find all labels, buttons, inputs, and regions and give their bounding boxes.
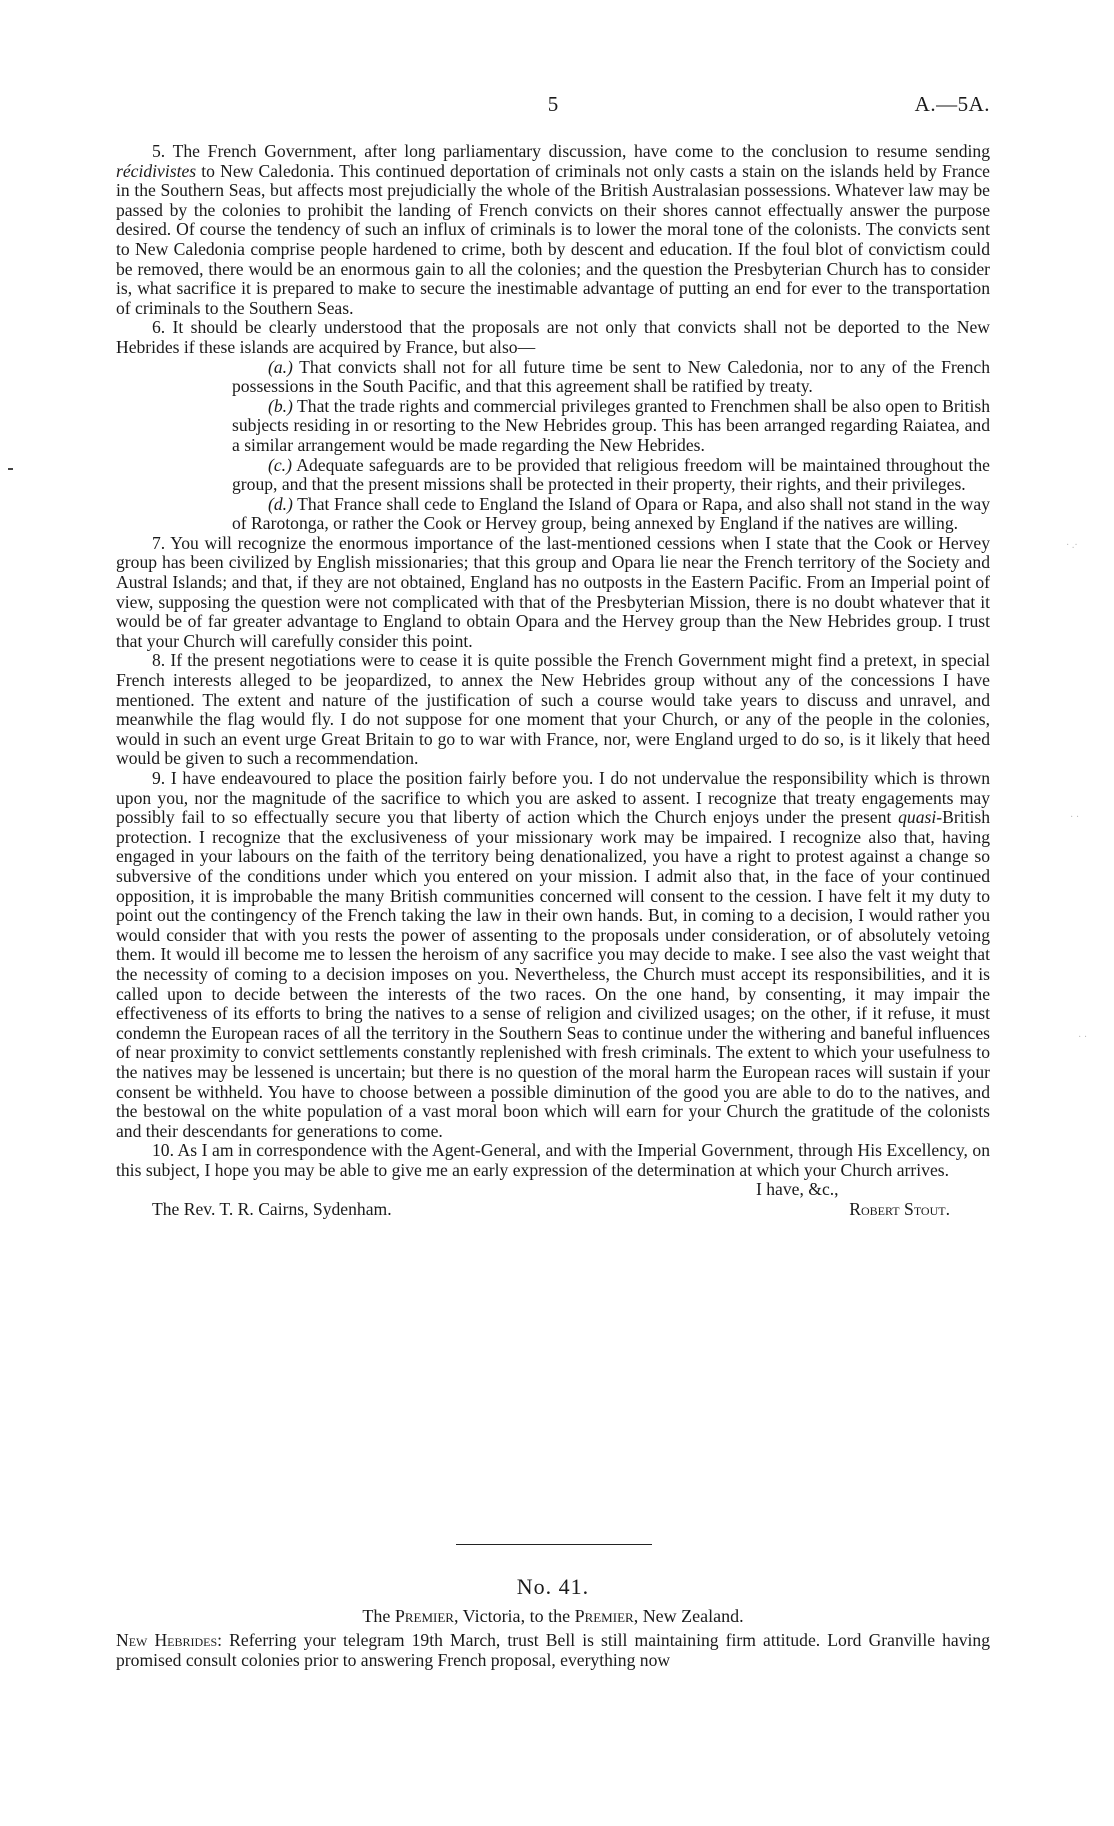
proposal-item-c: (c.) Adequate safeguards are to be provided that religious freedom will be maintained throughout the group, and that the present missions shall be protected in their property, their rights, and their privileges.	[232, 454, 990, 495]
scan-speck: · ·	[1070, 812, 1080, 823]
letter-body	[116, 142, 990, 1222]
paragraph-7: 7. You will recognize the enormous importance of the last-mentioned cessions when I state that the Cook or Hervey group has been civilized by English missionaries; that this group and Opara lie near the French territory of the Society and Austral Islands; and that, if they are not obtained, England has no outposts in the Eastern Pacific. From an Imperial point of view, supposing the question were not complicated with that of the Presbyterian Mission, there is no doubt whatever that it would be of far greater advantage to England to obtain Opara and the Hervey group than the New Hebrides group. I trust that your Church will carefully consider this point.	[116, 532, 990, 651]
margin-mark	[8, 468, 13, 470]
signature: Robert Stout.	[849, 1199, 950, 1220]
proposal-item-d: (d.) That France shall cede to England the Island of Opara or Rapa, and also shall not stand in the way of Rarotonga, or rather the Cook or Hervey group, being annexed by England if the natives are willing.	[232, 493, 990, 534]
scan-speck: · ·	[1078, 1032, 1088, 1043]
telegram-text: New Hebrides: Referring your telegram 19th March, trust Bell is still maintaining firm attitude. Lord Granville having promised consult colonies prior to answering French proposal, everything now	[116, 1630, 990, 1670]
paragraph-9: 9. I have endeavoured to place the position fairly before you. I do not undervalue the responsibility which is thrown upon you, nor the magnitude of the sacrifice to which you are asked to assent. I recognize that treaty engagements may possibly fail to so effectually secure you that liberty of action which the Church enjoys under the present quasi-British protection. I recognize that the exclusiveness of your missionary work may be impaired. I recognize also that, having engaged in your labours on the faith of the territory being denationalized, you have a right to protest against a change so subversive of the conditions under which you entered on your mission. I admit also that, in the face of your continued opposition, it is improbable the many British communities concerned will consent to the cession. I have felt it my duty to point out the contingency of the French taking the law in their own hands. But, in coming to a decision, I would rather you would consider that with you rests the power of assenting to the proposals under consideration, or of absolutely vetoing them. It would ill become me to lessen the heroism of any sacrifice you may decide to make. I see also the vast weight that the necessity of coming to a decision imposes on you. Nevertheless, the Church must accept its responsibilities, and it is called upon to decide between the interests of the two races. On the one hand, by consenting, it may impair the effectiveness of its efforts to bring the natives to a sense of religion and civilized usages; on the other, if it refuse, it must condemn the European races of all the territory in the Southern Seas to continue under the withering and baneful influences of near proximity to convict settlements constantly replenished with fresh criminals. The extent to which your usefulness to the natives may be lessened is uncertain; but there is no question of the moral harm the European races will sustain if your consent be withheld. You have to choose between a possible diminution of the good you are able to do to the natives, and the bestowal on the white population of a vast moral boon which will earn for your Church the gratitude of the colonists and their descendants for generations to come.	[116, 768, 990, 1141]
signoff-row	[116, 1180, 990, 1200]
signoff: I have, &c.,	[756, 1179, 839, 1200]
page-number: 5	[547, 92, 559, 116]
scan-speck: · .·	[1066, 540, 1078, 551]
proposal-item-a: (a.) That convicts shall not for all future time be sent to New Caledonia, nor to any of the French possessions in the South Pacific, and that this agreement shall be ratified by treaty.	[232, 356, 990, 397]
paragraph-10: 10. As I am in correspondence with the Agent-General, and with the Imperial Government, through His Excellency, on this subject, I hope you may be able to give me an early expression of the determination at which your Church arrives.	[116, 1140, 990, 1180]
addressee: The Rev. T. R. Cairns, Sydenham.	[152, 1199, 392, 1220]
paragraph-8: 8. If the present negotiations were to cease it is quite possible the French Government might find a pretext, in special French interests alleged to be jeopardized, to annex the New Hebrides group without any of the concessions I have mentioned. The extent and nature of the justification of such a course would take years to discuss and unravel, and meanwhile the flag would fly. I do not suppose for one moment that your Church, or any of the people in the colonies, would in such an event urge Great Britain to go to war with France, nor, were England urged to do so, is it likely that heed would be given to such a recommendation.	[116, 650, 990, 769]
paragraph-5: 5. The French Government, after long parliamentary discussion, have come to the conclusion to resume sending récidivistes to New Caledonia. This continued deportation of criminals not only casts a stain on the islands held by France in the Southern Seas, but affects most prejudicially the whole of the British Australasian possessions. Whatever law may be passed by the colonies to prohibit the landing of French convicts on their shores cannot effectually answer the purpose desired. Of course the tendency of such an influx of criminals is to lower the moral tone of the colonists. The convicts sent to New Caledonia comprise people hardened to crime, both by descent and education. If the foul blot of convictism could be removed, there would be an enormous gain to all the colonies; and the question the Presbyterian Church has to consider is, what sacrifice it is prepared to make to secure the inestimable advantage of putting an end for ever to the transportation of criminals to the Southern Seas.	[116, 141, 990, 318]
page-header	[116, 92, 990, 118]
telegram-subject: New Hebrides	[116, 1630, 218, 1650]
section-divider	[456, 1544, 652, 1545]
proposal-item-b: (b.) That the trade rights and commercial privileges granted to Frenchmen shall be also open to British subjects residing in or resorting to the New Hebrides group. This has been arranged regarding Raiatea, and a similar arrangement would be made regarding the New Hebrides.	[232, 395, 990, 455]
signature-row	[116, 1200, 990, 1222]
section-number: No. 41.	[516, 1574, 590, 1599]
telegram-heading: The Premier, Victoria, to the Premier, New Zealand.	[362, 1606, 744, 1626]
paragraph-6: 6. It should be clearly understood that the proposals are not only that convicts shall not be deported to the New Hebrides if these islands are acquired by France, but also—	[116, 317, 990, 357]
document-reference: A.—5A.	[914, 92, 990, 116]
